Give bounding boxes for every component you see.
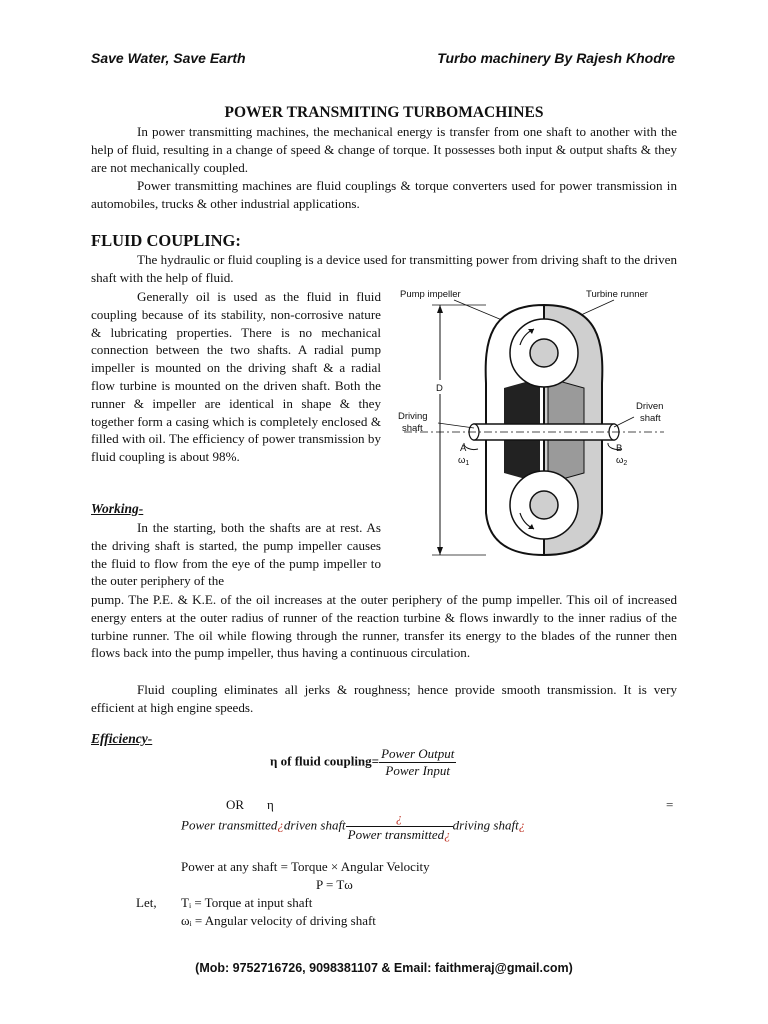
header-right: Turbo machinery By Rajesh Khodre (437, 50, 675, 66)
equation-1-label: η of fluid coupling= (270, 753, 380, 769)
intro-paragraph-1: In power transmitting machines, the mechanical energy is transfer from one shaft to another with the help of fluid, resulting in a change of speed & change of torque. It possesses both input & output shafts & they are not mechanically coupled. (91, 124, 677, 175)
label-pump-impeller: Pump impeller (400, 289, 461, 300)
leader-driven (614, 417, 634, 427)
equation-1-numerator: Power Output (381, 746, 455, 761)
dimension-arrow-bottom (437, 547, 443, 555)
label-a: A (460, 443, 467, 454)
intro-paragraph-2: Power transmitting machines are fluid couplings & torque converters used for power transmission in automobiles, trucks & other industrial applications. (91, 178, 677, 211)
working-paragraph-3: Fluid coupling eliminates all jerks & roughness; hence provide smooth transmission. It is very efficient at high engine speeds. (91, 682, 677, 715)
or-label: OR (226, 797, 245, 812)
efficiency-equation-2 (181, 810, 525, 843)
label-turbine-runner: Turbine runner (586, 289, 648, 300)
let-label: Let, (136, 895, 157, 910)
subheading-working: Working- (91, 501, 144, 516)
subheading-efficiency: Efficiency- (91, 731, 153, 746)
header-left: Save Water, Save Earth (91, 50, 246, 66)
page-title: POWER TRANSMITING TURBOMACHINES (224, 104, 544, 121)
eta-symbol: η (267, 797, 274, 812)
lower-fluid-core (530, 491, 558, 519)
section-heading-fluid-coupling: FLUID COUPLING: (91, 231, 241, 250)
upper-fluid-core (530, 339, 558, 367)
label-omega-2: $\omega_2$ (616, 455, 628, 467)
label-d: D (436, 383, 443, 394)
equation-1-denominator: Power Input (385, 763, 451, 778)
torque-definition: Tᵢ = Torque at input shaft (181, 895, 313, 910)
label-driven-2: shaft (640, 413, 661, 424)
equation-2-left2: driven shaft (283, 817, 346, 833)
dimension-arrow-top (437, 305, 443, 313)
efficiency-equation-1 (270, 746, 456, 779)
power-formula: Power at any shaft = Torque × Angular Velocity (181, 859, 430, 874)
power-equation: P = Tω (316, 877, 353, 892)
angular-velocity-definition: ωᵢ = Angular velocity of driving shaft (181, 913, 376, 928)
footer-contact: (Mob: 9752716726, 9098381107 & Email: faithmeraj@gmail.com) (195, 961, 573, 975)
equation-2-numerator: ¿ (346, 810, 453, 827)
glyph-mark-1: ¿ (277, 817, 284, 833)
working-paragraph-2: pump. The P.E. & K.E. of the oil increases at the outer periphery of the pump impeller. This oil of increased energy enters at the outer radius of runner of the reaction turbine & flows inwardly to the inner radius of the turbine runner. The oil while flowing through the runner, transfer its energy to the blades of the runner then flows back into the pump impeller, thus having a continuous circulation. (91, 592, 677, 661)
label-driving-2: shaft (402, 423, 423, 434)
equation-2-right: driving shaft (452, 817, 519, 833)
leader-driving (438, 423, 474, 428)
equation-1-fraction (379, 746, 456, 779)
equation-2-denominator: Power transmitted¿ (347, 827, 451, 842)
equation-2-fraction (346, 810, 453, 843)
label-driving-1: Driving (398, 411, 428, 422)
label-omega-1: $\omega_1$ (458, 455, 470, 467)
fluid-coupling-diagram (394, 283, 676, 563)
glyph-mark-2: ¿ (518, 817, 526, 833)
label-driven-1: Driven (636, 401, 664, 412)
working-paragraph-1: In the starting, both the shafts are at rest. As the driving shaft is started, the pump impeller causes the fluid to flow from the eye of the pump impeller to the outer periphery of the (91, 520, 381, 589)
equation-2-left: Power transmitted (181, 817, 278, 833)
fluid-coupling-paragraph-2: Generally oil is used as the fluid in fluid coupling because of its stability, non-corrosive nature & lubricating properties. There is no mechanical connection between the two shafts. A radial pump impeller is mounted on the driving shaft & a radial flow turbine is mounted on the driven shaft. Both the runner & impeller are identical in shape & they together form a casing which is completely enclosed & filled with oil. The efficiency of power transmission by fluid coupling is about 98%. (91, 289, 381, 465)
label-b: B (616, 443, 623, 454)
fluid-coupling-paragraph-1: The hydraulic or fluid coupling is a device used for transmitting power from driving shaft to the driven shaft with the help of fluid. (91, 252, 677, 285)
equals-sign: = (666, 797, 674, 812)
